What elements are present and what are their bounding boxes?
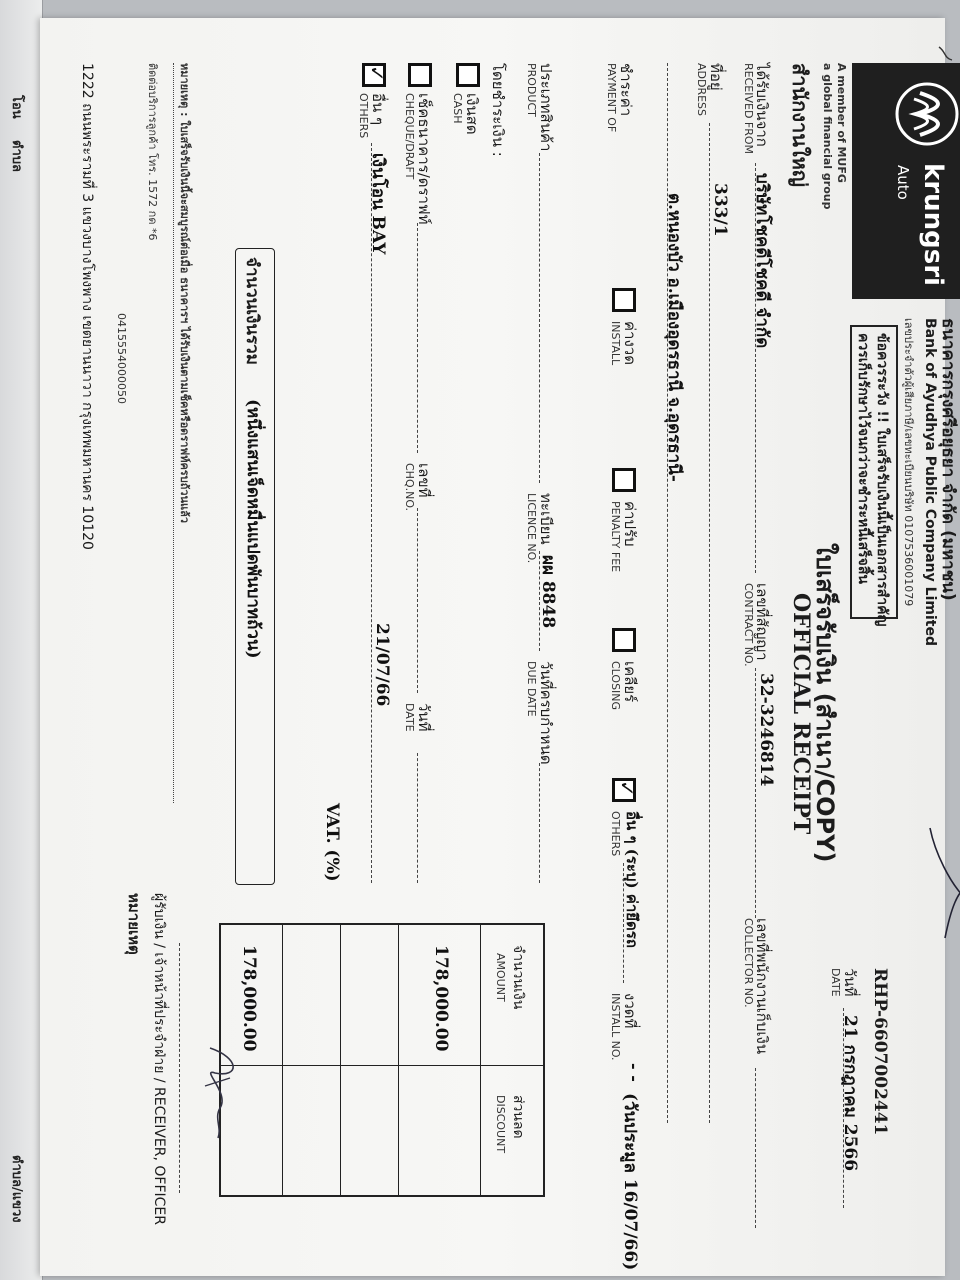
total-words: (หนึ่งแสนเจ็ดหมื่นแปดพันบาทถ้วน) xyxy=(243,399,263,659)
others-pay-label-th: อื่น ๆ xyxy=(369,93,387,126)
total-label: จำนวนเงินรวม xyxy=(242,257,262,365)
checkmark-icon: ✓ xyxy=(615,780,639,797)
notice-line2: ควรเก็บรักษาไว้จนกว่าจะชำระหนี้เสร็จสิ้น xyxy=(855,333,871,584)
logo-brand: krungsri xyxy=(918,163,948,286)
paid-by-label: โดยชำระเงิน : xyxy=(489,63,507,157)
check-signature xyxy=(920,823,960,943)
penalty-checkbox[interactable] xyxy=(612,468,636,492)
install-checkbox[interactable] xyxy=(612,288,636,312)
others-checkbox[interactable] xyxy=(612,778,639,802)
amount-row-value: 178,000.00 xyxy=(431,945,451,1052)
member-line: A member of MUFG xyxy=(835,63,848,183)
received-from-label-en: RECEIVED FROM xyxy=(742,63,755,155)
logo-sub: Auto xyxy=(894,165,912,200)
contract-value: 32-3246814 xyxy=(756,673,776,787)
amount-header-th: จำนวนเงิน xyxy=(510,945,526,1010)
others-pay-label-en: OTHERS xyxy=(357,93,370,139)
office-label: สำนักงานใหญ่ xyxy=(788,63,812,187)
collector-label-en: COLLECTOR NO. xyxy=(742,918,755,1008)
receipt-number: RHP-6607002441 xyxy=(870,968,890,1136)
penalty-label-th: ค่าปรับ xyxy=(621,501,639,547)
amount-header-en: AMOUNT xyxy=(494,953,507,1002)
receiver-signature xyxy=(190,1038,250,1148)
date-label-th: วันที่ xyxy=(841,968,859,997)
krungsri-logo xyxy=(852,63,960,299)
address-label-en: ADDRESS xyxy=(695,63,708,117)
cash-label-th: เงินสด xyxy=(463,93,481,135)
discount-header-en: DISCOUNT xyxy=(494,1095,507,1154)
notice-box xyxy=(850,325,898,627)
install-label-en: INSTALL xyxy=(609,321,622,366)
date-value: 21 กรกฎาคม 2566 xyxy=(840,1015,860,1172)
underpage-text: ตำบล/แขวง xyxy=(9,1155,24,1223)
amount-table xyxy=(219,923,545,1197)
notice-line1: ข้อควรระวัง !! ใบเสร็จรับเงินนี้เป็นเอกสารสำคัญ xyxy=(874,333,890,627)
receipt-paper xyxy=(40,18,958,1276)
cheque-label-en: CHEQUE/DRAFT xyxy=(403,93,416,180)
official-receipt xyxy=(70,63,960,1280)
footer-address: 1222 ถนนพระรามที่ 3 แขวงบางโพงพาง เขตยานนาวา กรุงเทพมหานคร 10120 xyxy=(79,63,95,550)
others-pay-date: 21/07/66 xyxy=(372,623,392,707)
receipt-title-en: OFFICIAL RECEIPT xyxy=(788,593,814,835)
address-line1: 333/1 xyxy=(710,183,730,237)
tax-line: เลขประจำตัวผู้เสียภาษี/เลขทะเบียนบริษัท 0107536001079 xyxy=(902,318,915,607)
product-label-th: ประเภทสินค้า xyxy=(537,63,555,152)
discount-header-th: ส่วนลด xyxy=(510,1095,526,1139)
contract-label-en: CONTRACT NO. xyxy=(742,583,755,667)
cash-label-en: CASH xyxy=(451,93,464,124)
underpage-text: ตำบล xyxy=(9,140,24,172)
date-label-en: DATE xyxy=(829,968,842,997)
footer-code: 0415554000050 xyxy=(115,313,128,404)
received-from-value: บริษัทโชคดีโชคดี จำกัด xyxy=(752,173,772,349)
address-line2: ต.หนองบัว อ.เมืองอุดรธานี จ.อุดรธานี- xyxy=(664,193,684,482)
total-words-box xyxy=(235,248,275,885)
others-pay-value: เงินโอน BAY xyxy=(368,153,388,255)
licence-value: ผผ 8848 xyxy=(538,555,558,629)
received-from-label-th: ได้รับเงินจาก xyxy=(753,63,771,147)
footer-note: หมายเหตุ : ใบเสร็จรับเงินนี้จะสมบูรณ์ต่อเมื่อ ธนาคารฯ ได้รับเงินตามเช็คหรือดราฟท์ครบถ้วนแล้ว xyxy=(178,63,191,524)
installment-value: - - xyxy=(625,1063,644,1082)
payment-of-label-th: ชำระค่า xyxy=(617,63,635,117)
licence-label-en: LICENCE NO. xyxy=(525,493,538,564)
cheque-date-label-th: วันที่ xyxy=(415,703,433,732)
underlying-page xyxy=(0,0,43,1280)
pen-mark xyxy=(936,44,956,64)
installment-label-th: งวดที่ xyxy=(621,993,639,1029)
closing-label-en: CLOSING xyxy=(609,661,622,711)
penalty-label-en: PENALTY FEE xyxy=(609,501,622,573)
krungsri-emblem-icon xyxy=(892,79,960,149)
vat-label: VAT. (%) xyxy=(322,803,342,882)
payment-of-label-en: PAYMENT OF xyxy=(605,63,618,133)
others-label-th: อื่น ๆ (ระบุ) ค่ายึดรถ xyxy=(623,811,641,948)
licence-label-th: ทะเบียน xyxy=(537,493,555,545)
contract-label-th: เลขที่สัญญา xyxy=(753,583,771,661)
collector-label-th: เลขที่พนักงานเก็บเงิน xyxy=(753,918,771,1055)
cheque-label-th: เช็คธนาคาร/ดราฟท์ xyxy=(415,93,433,225)
member-sub: a global financial group xyxy=(821,63,834,210)
cheque-date-label-en: DATE xyxy=(403,703,416,732)
product-label-en: PRODUCT xyxy=(525,63,538,117)
due-label-th: วันที่ครบกำหนด xyxy=(537,661,555,765)
due-label-en: DUE DATE xyxy=(525,661,538,717)
installment-label-en: INSTALL NO. xyxy=(609,993,622,1061)
footer-contact: ติดต่อบริการลูกค้า โทร. 1572 กด *6 xyxy=(146,63,159,241)
chq-no-label-en: CHQ.NO. xyxy=(403,463,416,512)
address-label-th: ที่อยู่ xyxy=(707,63,725,91)
cheque-checkbox[interactable] xyxy=(408,63,432,87)
bank-name-en: Bank of Ayudhya Public Company Limited xyxy=(922,318,938,646)
cash-checkbox[interactable] xyxy=(456,63,480,87)
remark-label: หมายเหตุ xyxy=(125,893,143,955)
receipt-title-th: ใบเสร็จรับเงิน (สำเนา/COPY) xyxy=(811,543,839,863)
install-label-th: ค่างวด xyxy=(621,321,639,365)
amount-total-value: 178,000.00 xyxy=(239,945,259,1052)
receiver-label: ผู้รับเงิน / เจ้าหน้าที่ประจำฝ่าย / RECEIVER, OFFICER xyxy=(151,893,167,1226)
chq-no-label-th: เลขที่ xyxy=(415,463,433,498)
others-pay-checkbox[interactable] xyxy=(362,63,389,87)
others-label-en: OTHERS xyxy=(609,811,622,857)
bank-name-th: ธนาคารกรุงศรีอยุธยา จำกัด (มหาชน) xyxy=(938,318,958,601)
underpage-text: โอน xyxy=(9,95,24,119)
auction-note: (วันประมูล 16/07/66) xyxy=(620,1093,640,1271)
closing-checkbox[interactable] xyxy=(612,628,636,652)
checkmark-icon: ✓ xyxy=(365,65,389,82)
closing-label-th: เคลียร์ xyxy=(621,661,639,703)
